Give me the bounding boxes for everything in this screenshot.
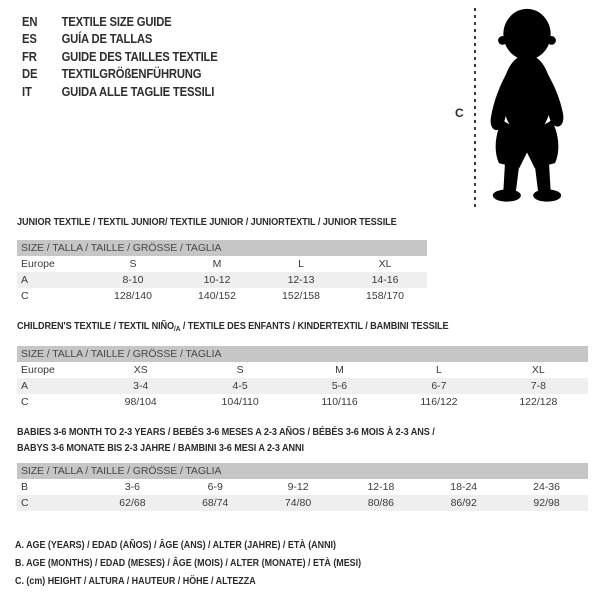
column-header: XL (378, 258, 392, 270)
cell: 10-12 (203, 274, 231, 286)
language-code: EN (22, 14, 38, 29)
column-header: S (236, 364, 244, 376)
table-row (17, 479, 588, 495)
row-label: C (21, 396, 29, 408)
size-header-bar: SIZE / TALLA / TAILLE / GRÖSSE / TAGLIA (17, 346, 588, 362)
footnote-c: C. (cm) HEIGHT / ALTURA / HAUTEUR / HÖHE / ALTEZZA (15, 575, 256, 587)
children-size-table (17, 346, 588, 410)
cell: 74/80 (284, 497, 312, 509)
cell: 4-5 (232, 380, 248, 392)
cell: 6-9 (207, 481, 223, 493)
row-label: C (21, 497, 29, 509)
cell: 3-6 (124, 481, 140, 493)
column-header: Europe (21, 364, 55, 376)
height-measure-label: C (455, 106, 464, 120)
cell: 18-24 (450, 481, 478, 493)
language-code: FR (22, 49, 37, 64)
table-row (17, 378, 588, 394)
column-header: Europe (21, 258, 55, 270)
row-label: A (21, 380, 29, 392)
cell: 158/170 (366, 290, 404, 302)
column-header: XS (133, 364, 148, 376)
column-header: S (129, 258, 137, 270)
height-measure-dashed-line (474, 8, 476, 208)
column-header-row (17, 362, 588, 378)
cell: 116/122 (420, 396, 458, 408)
table-row (17, 288, 427, 304)
language-title-list (22, 13, 239, 101)
column-header: M (335, 364, 344, 376)
row-label: A (21, 274, 29, 286)
column-header: L (298, 258, 304, 270)
language-code: ES (22, 32, 37, 47)
column-header: XL (531, 364, 545, 376)
cell: 152/158 (282, 290, 320, 302)
cell: 98/104 (124, 396, 157, 408)
language-row-de (22, 66, 218, 84)
language-row-it (22, 83, 218, 101)
cell: 12-18 (367, 481, 395, 493)
table-row (17, 394, 588, 410)
column-header: M (212, 258, 222, 270)
cell: 6-7 (431, 380, 447, 392)
table-row (17, 495, 588, 511)
babies-title-line1: BABIES 3-6 MONTH TO 2-3 YEARS / BEBÉS 3-6 MESES A 2-3 AÑOS / BÉBÉS 3-6 MOIS À 2-3 ANS / (17, 426, 435, 438)
cell: 14-16 (371, 274, 399, 286)
cell: 24-36 (533, 481, 560, 493)
cell: 7-8 (530, 380, 546, 392)
cell: 92/98 (533, 497, 560, 509)
cell: 140/152 (198, 290, 236, 302)
guide-title-de: TEXTILGRÖßENFÜHRUNG (61, 67, 202, 82)
legend-footnotes (15, 536, 422, 590)
column-header: L (436, 364, 442, 376)
children-title-subscript: /A (174, 324, 181, 333)
cell: 3-4 (133, 380, 149, 392)
language-row-fr (22, 48, 218, 66)
cell: 122/128 (519, 396, 558, 408)
children-title-suffix: / TEXTILE DES ENFANTS / KINDERTEXTIL / BAMBINI TESSILE (180, 320, 449, 332)
babies-size-table (17, 463, 588, 511)
language-row-en (22, 13, 218, 31)
cell: 8-10 (122, 274, 144, 286)
cell: 80/86 (367, 497, 395, 509)
cell: 104/110 (221, 396, 259, 408)
guide-title-en: TEXTILE SIZE GUIDE (61, 14, 172, 29)
junior-section-title: JUNIOR TEXTILE / TEXTIL JUNIOR/ TEXTILE JUNIOR / JUNIORTEXTIL / JUNIOR TESSILE (17, 216, 397, 228)
column-header-row (17, 256, 427, 272)
language-code: IT (22, 84, 32, 99)
cell: 86/92 (450, 497, 477, 509)
footnote-a: A. AGE (YEARS) / EDAD (AÑOS) / ÂGE (ANS) / ALTER (JAHRE) / ETÀ (ANNI) (15, 539, 336, 551)
cell: 68/74 (202, 497, 229, 509)
size-header-bar: SIZE / TALLA / TAILLE / GRÖSSE / TAGLIA (17, 240, 427, 256)
size-header-bar: SIZE / TALLA / TAILLE / GRÖSSE / TAGLIA (17, 463, 588, 479)
cell: 110/116 (321, 396, 358, 408)
babies-title-line2: BABYS 3-6 MONATE BIS 2-3 JAHRE / BAMBINI 3-6 MESI A 2-3 ANNI (17, 442, 304, 454)
footnote-b: B. AGE (MONTHS) / EDAD (MESES) / ÂGE (MOIS) / ALTER (MONATE) / ETÀ (MESI) (15, 557, 362, 569)
babies-section-title (17, 424, 435, 456)
cell: 128/140 (114, 290, 152, 302)
guide-title-es: GUÍA DE TALLAS (61, 32, 153, 47)
row-label: B (21, 481, 29, 493)
cell: 62/68 (119, 497, 146, 509)
junior-size-table (17, 240, 427, 304)
cell: 12-13 (287, 274, 315, 286)
cell: 5-6 (331, 380, 348, 392)
language-code: DE (22, 67, 38, 82)
table-row (17, 272, 427, 288)
children-title-prefix: CHILDREN'S TEXTILE / TEXTIL NIÑO (17, 320, 175, 332)
guide-title-it: GUIDA ALLE TAGLIE TESSILI (61, 84, 215, 99)
baby-silhouette-icon (483, 8, 571, 206)
children-section-title (17, 318, 449, 337)
language-row-es (22, 31, 218, 49)
guide-title-fr: GUIDE DES TAILLES TEXTILE (61, 49, 218, 64)
cell: 9-12 (287, 481, 309, 493)
row-label: C (21, 290, 29, 302)
